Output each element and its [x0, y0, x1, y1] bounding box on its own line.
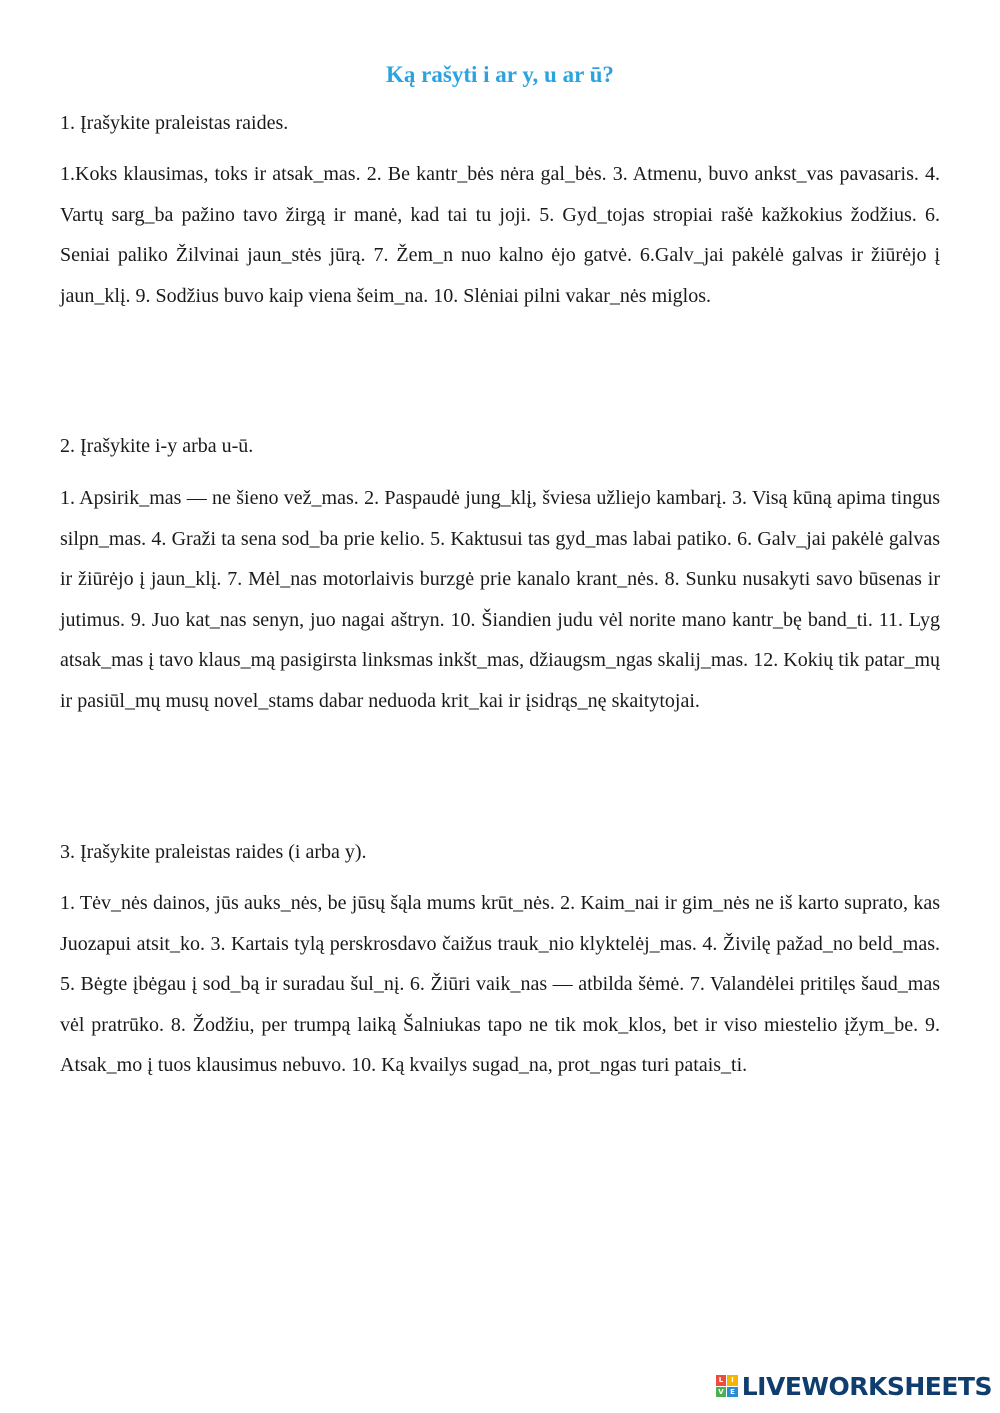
liveworksheets-logo-icon	[716, 1375, 738, 1397]
logo-mark-letter: L	[716, 1375, 727, 1386]
logo-mark-letter: V	[716, 1387, 727, 1398]
section-3-text: 1. Tėv_nės dainos, jūs auks_nės, be jūsų šąla mums krūt_nės. 2. Kaim_nai ir gim_nės ne iš karto suprato, kas Juozapui atsit_ko. 3. Kartais tylą perskrosdavo čaižus trauk_nio klyktelėj_mas. 4. Živilę pažad_no beld_mas. 5. Bėgte įbėgau į sod_bą ir suradau šul_nį. 6. Žiūri vaik_nas — atbilda šėmė. 7. Valandėlei pritilęs šaud_mas vėl pratrūko. 8. Žodžiu, per trumpą laiką Šalniukas tapo ne tik mok_klos, bet ir viso miestelio įžym_be. 9. Atsak_mo į tuos klausimus nebuvo. 10. Ką kvailys sugad_na, prot_ngas turi patais_ti.	[60, 892, 940, 1077]
logo-mark-letter: I	[727, 1375, 738, 1386]
section-2-heading: 2. Įrašykite i-y arba u-ū.	[60, 435, 254, 457]
liveworksheets-logo-text: LIVEWORKSHEETS	[741, 1371, 992, 1401]
section-1-text: 1.Koks klausimas, toks ir atsak_mas. 2. Be kantr_bės nėra gal_bės. 3. Atmenu, buvo ankst_vas pavasaris. 4. Vartų sarg_ba pažino tavo žirgą ir manė, kad tai tu joji. 5. Gyd_tojas stropiai rašė kažkokius žodžius. 6. Seniai paliko Žilvinai jaun_stės jūrą. 7. Žem_n nuo kalno ėjo gatvė. 6.Galv_jai pakėlė galvas ir žiūrėjo į jaun_klį. 9. Sodžius buvo kaip viena šeim_na. 10. Slėniai pilni vakar_nės miglos.	[60, 163, 940, 307]
section-2-text: 1. Apsirik_mas — ne šieno vež_mas. 2. Paspaudė jung_klį, šviesa užliejo kambarį. 3. Visą kūną apima tingus silpn_mas. 4. Graži ta sena sod_ba prie kelio. 5. Kaktusui tas gyd_mas labai patiko. 6. Galv_jai pakėlė galvas ir žiūrėjo į jaun_klį. 7. Mėl_nas motorlaivis burzgė prie kanalo krant_nės. 8. Sunku nusakyti savo būsenas ir jutimus. 9. Juo kat_nas senyn, juo nagai aštryn. 10. Šiandien judu vėl norite mano kantr_bę band_ti. 11. Lyg atsak_mas į tavo klaus_mą pasigirsta linksmas inkšt_mas, džiaugsm_ngas skalij_mas. 12. Kokių tik patar_mų ir pasiūl_mų musų novel_stams dabar neduoda krit_kai ir įsidrąs_nę skaitytojai.	[60, 487, 940, 712]
section-3-heading: 3. Įrašykite praleistas raides (i arba y).	[60, 841, 367, 863]
logo-mark-letter: E	[727, 1387, 738, 1398]
liveworksheets-logo	[716, 1373, 992, 1399]
section-1-heading: 1. Įrašykite praleistas raides.	[60, 112, 289, 134]
page-title: Ką rašyti i ar y, u ar ū?	[386, 62, 614, 87]
